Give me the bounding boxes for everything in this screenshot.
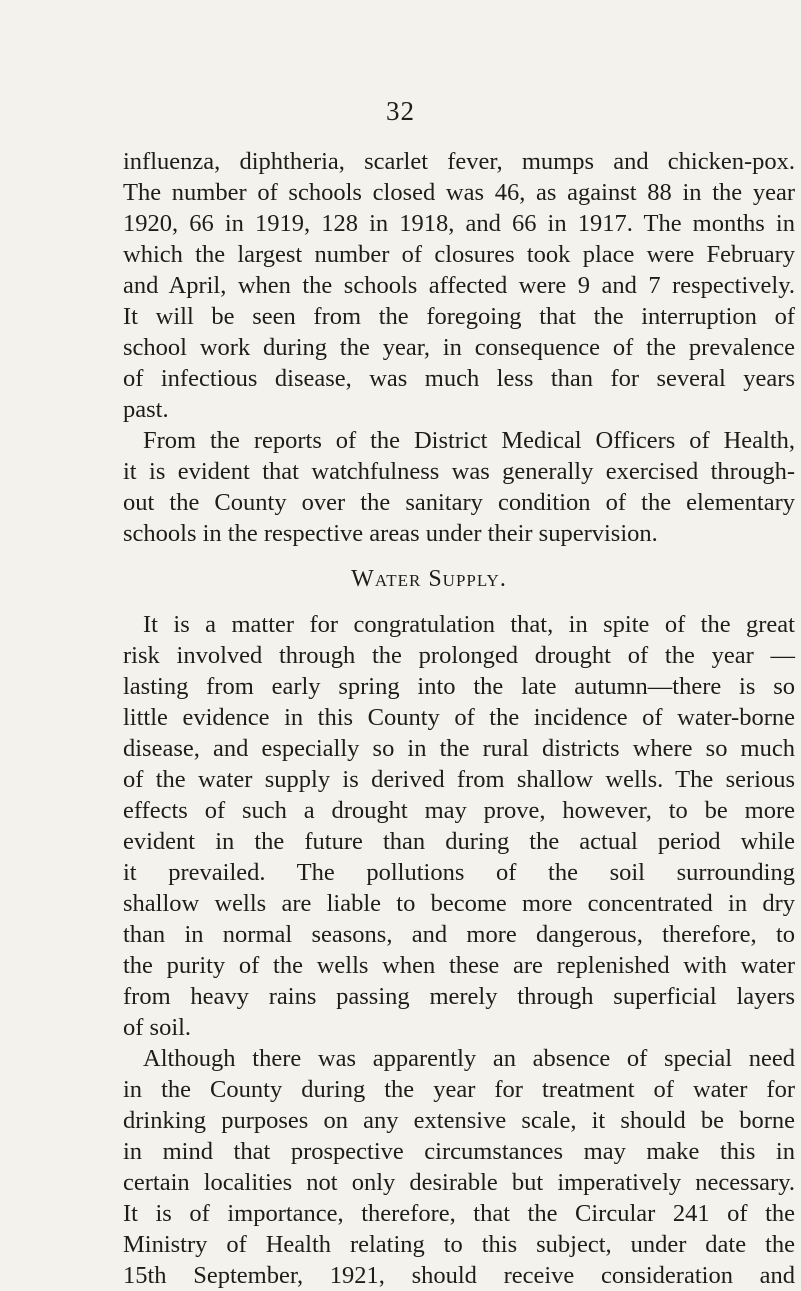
text-line: and April, when the schools affected were 9 and 7 respectively. xyxy=(123,272,795,299)
text-line: in the County during the year for treatment of water for xyxy=(123,1076,795,1103)
text-line: shallow wells are liable to become more concentrated in dry xyxy=(123,890,795,917)
text-line: it prevailed. The pollutions of the soil surrounding xyxy=(123,859,795,886)
page-number: 32 xyxy=(386,96,415,126)
paragraph-medical-officers xyxy=(123,425,795,549)
text-line: than in normal seasons, and more dangerous, therefore, to xyxy=(123,921,795,948)
paragraph-drought xyxy=(123,609,795,1043)
text-line: past. xyxy=(123,396,169,423)
text-line: of infectious disease, was much less than for several years xyxy=(123,365,795,392)
text-line: in mind that prospective circumstances may make this in xyxy=(123,1138,795,1165)
text-line: which the largest number of closures took place were February xyxy=(123,241,795,268)
text-line: Ministry of Health relating to this subject, under date the xyxy=(123,1231,795,1258)
text-line: drinking purposes on any extensive scale, it should be borne xyxy=(123,1107,795,1134)
paragraph-closures xyxy=(123,146,795,425)
text-line: the purity of the wells when these are replenished with water xyxy=(123,952,795,979)
text-line: from heavy rains passing merely through superficial layers xyxy=(123,983,795,1010)
paragraph-water-treatment xyxy=(123,1043,795,1291)
text-line: school work during the year, in consequence of the prevalence xyxy=(123,334,795,361)
text-line: It is a matter for congratulation that, in spite of the great xyxy=(143,611,795,638)
text-line: certain localities not only desirable but imperatively necessary. xyxy=(123,1169,795,1196)
text-line: It is of importance, therefore, that the Circular 241 of the xyxy=(123,1200,795,1227)
text-line: The number of schools closed was 46, as against 88 in the year xyxy=(123,179,795,206)
text-line: From the reports of the District Medical Officers of Health, xyxy=(143,427,795,454)
text-line: effects of such a drought may prove, however, to be more xyxy=(123,797,795,824)
text-line: risk involved through the prolonged drought of the year — xyxy=(123,642,795,669)
text-line: Although there was apparently an absence of special need xyxy=(143,1045,795,1072)
body-text xyxy=(123,146,795,1291)
text-line: 15th September, 1921, should receive consideration and xyxy=(123,1262,795,1289)
text-line: schools in the respective areas under their supervision. xyxy=(123,520,658,547)
text-line: out the County over the sanitary condition of the elementary xyxy=(123,489,795,516)
text-line: of soil. xyxy=(123,1014,192,1041)
text-line: little evidence in this County of the incidence of water-borne xyxy=(123,704,795,731)
text-line: disease, and especially so in the rural districts where so much xyxy=(123,735,795,762)
text-line: of the water supply is derived from shallow wells. The serious xyxy=(123,766,795,793)
text-line: lasting from early spring into the late autumn—there is so xyxy=(123,673,795,700)
text-line: influenza, diphtheria, scarlet fever, mumps and chicken-pox. xyxy=(123,148,795,175)
text-line: evident in the future than during the actual period while xyxy=(123,828,795,855)
section-heading: Water Supply. xyxy=(351,566,507,592)
text-line: It will be seen from the foregoing that the interruption of xyxy=(123,303,795,330)
text-line: 1920, 66 in 1919, 128 in 1918, and 66 in 1917. The months in xyxy=(123,210,795,237)
text-line: it is evident that watchfulness was generally exercised through- xyxy=(123,458,795,485)
